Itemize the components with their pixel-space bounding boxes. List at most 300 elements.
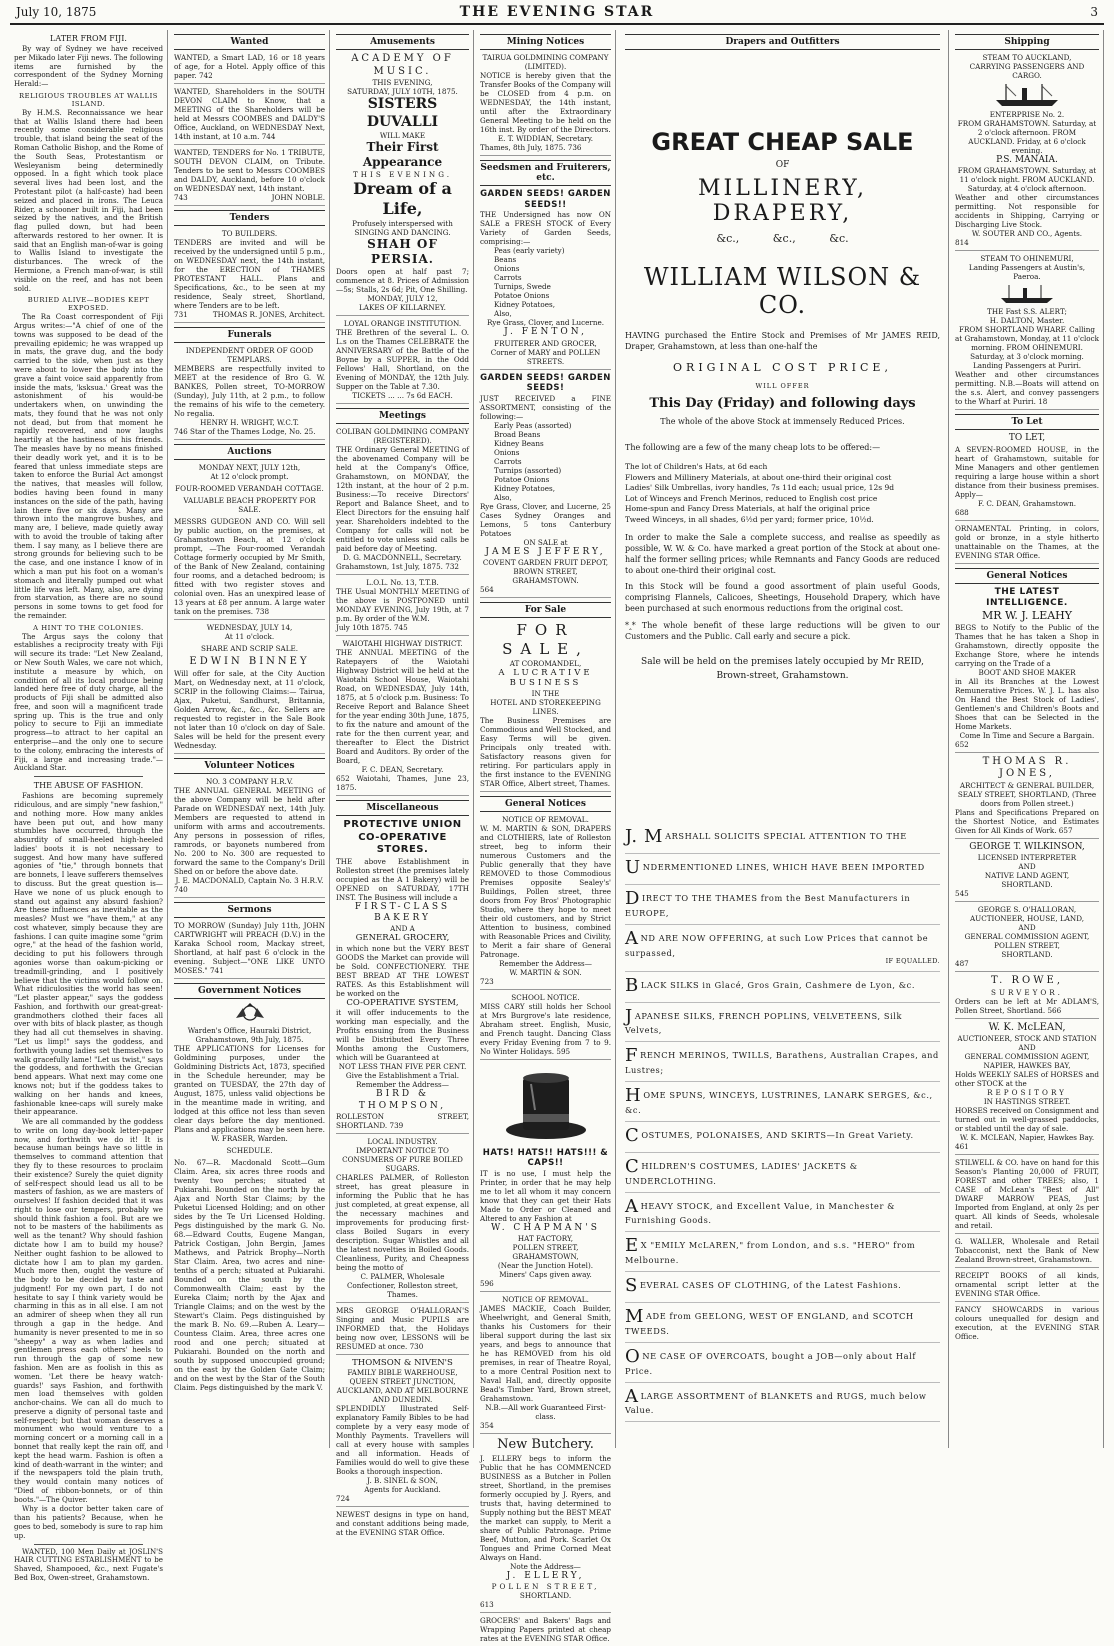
advert-text: THE Ordinary General MEETING of the abovenamed Company will be held at the Company's Office, Grahamstown, on MONDAY, the 12th instant, at the hour of 2 p.m. Business:—To receive Directors' Report and Balance Sheet, and to Elect Directors for the ensuing half year. Shareholders indebted to the Company for calls will not be entitled to vote unless said calls be paid before day of Meeting.	[336, 445, 469, 553]
advert-number: 564	[480, 585, 494, 594]
advert-heading: ACADEMY OF MUSIC.	[351, 53, 454, 77]
list-item: The lot of Children's Hats, at 6d each	[625, 462, 768, 472]
sale-location: Sale will be held on the premises lately occupied by Mr REID, Brown-street, Grahamstown.	[641, 657, 924, 681]
advert-heading: Their First Appearance	[362, 140, 443, 169]
marshall-line-suffix: IF EQUALLED.	[885, 956, 940, 965]
advert-heading: T. ROWE,	[990, 975, 1064, 986]
advert-heading: SINGING AND DANCING.	[354, 228, 451, 237]
advert-school-notice	[480, 993, 611, 1060]
marshall-line	[625, 1153, 940, 1193]
advert-signature: HENRY H. WRIGHT, W.C.T.	[200, 418, 299, 427]
advert-text: IT is no use, I must help the Printer, in order that he may help me to let all whom it may concern know that they can get their Hats Made to Order or Cleaned and Altered to any Fashion at	[480, 1169, 611, 1223]
advert-waiotahi	[336, 639, 469, 796]
advert-sermon	[174, 921, 325, 979]
advert-ohalloran	[955, 905, 1099, 972]
advert-protective-union	[336, 819, 469, 1134]
section-header-tenders: Tenders	[174, 210, 325, 226]
coat-of-arms-icon	[230, 1002, 270, 1024]
advert-heading: BOOT AND SHOE MAKER	[978, 667, 1076, 677]
advert-for-sale-business	[480, 621, 611, 792]
advert-heading: COVENT GARDEN FRUIT DEPOT,	[482, 558, 609, 567]
advert-heading: THE LATEST INTELLIGENCE.	[986, 586, 1068, 608]
issue-date: July 10, 1875	[16, 5, 97, 19]
newspaper-title: THE EVENING STAR	[459, 4, 655, 20]
advert-garden-seeds-jeffery	[480, 373, 611, 599]
marshall-line-text: APANESE SILKS, FRENCH POPLINS, VELVETEENS, Silk Velvets,	[625, 1010, 903, 1036]
advert-heading: NATIVE LAND AGENT,	[984, 871, 1070, 880]
advert-text: JAMES MACKIE, Coach Builder, Wheelwright, and General Smith, thanks his Customers for their liberal support during the last six years, and begs to announce that he has REMOVED from his old premises, in rear of Theatre Royal, to a more Central Position next to Naval Hall, and, directly opposite Bead's Timber Yard, Brown street, Grahamstown.	[480, 1304, 611, 1404]
advert-heading: LOCAL INDUSTRY.	[367, 1136, 438, 1146]
advert-heading: TO BUILDERS.	[221, 229, 278, 238]
advert-removal-mackie	[480, 1295, 611, 1434]
advert-text: Miners' Caps given away.	[499, 1270, 592, 1280]
advert-waller	[955, 1237, 1099, 1268]
marshall-line-text: IRECT TO THE THAMES from the Best Manufacturers in EUROPE,	[625, 892, 911, 918]
advert-heading: AND A	[390, 924, 415, 933]
advert-text: FANCY SHOWCARDS in various colours unequalled for design and execution, at the EVENING STAR Office.	[955, 1305, 1099, 1341]
advert-steam-auckland	[955, 53, 1099, 251]
marshall-line-text: NDERMENTIONED LINES, WHICH HAVE BEEN IMPORTED	[642, 862, 925, 873]
marshall-line-text: HILDREN'S COSTUMES, LADIES' JACKETS & UNDERCLOTHING.	[625, 1160, 858, 1186]
section-header-seedsmen: Seedsmen and Fruiterers, etc.	[480, 160, 611, 186]
advert-signature: W. K. MCLEAN, Napier, Hawkes Bay.	[959, 1133, 1095, 1142]
advert-heading: FOR SALE,	[502, 621, 589, 658]
advert-heading: AT COROMANDEL,	[509, 658, 582, 668]
advert-number: 741	[209, 965, 224, 975]
list-item: Kidney Potatoes,	[494, 483, 555, 493]
section-header-general-notices: General Notices	[480, 796, 611, 812]
millinery-heading: MILLINERY, DRAPERY,	[697, 176, 867, 226]
advert-text: it will offer inducements to the working man especially, and the Profits ensuing from the Business will be Distributed Every Three Months among the Customers, which will be Guaranteed at	[336, 1008, 469, 1063]
advert-heading: FAMILY BIBLE WAREHOUSE,	[347, 1368, 458, 1378]
advert-text: IN HASTINGS STREET.	[983, 1097, 1071, 1106]
advert-heading: WAIOTAHI HIGHWAY DISTRICT.	[342, 639, 463, 648]
advert-heading: TAIRUA GOLDMINING COMPANY (LIMITED).	[482, 53, 609, 71]
advert-heading: WILL MAKE	[379, 131, 426, 140]
advert-text: SHORTLAND.	[1001, 880, 1053, 889]
seed-list	[480, 246, 611, 318]
advert-text: AND	[1018, 923, 1036, 932]
marshall-line	[625, 1193, 940, 1233]
advert-wanted-shareholders	[174, 87, 325, 145]
advert-text: *‸* The whole benefit of these large reductions will be given to our Customers and the Public. Call early and secure a pick.	[625, 620, 940, 641]
advert-text: BROWN STREET, GRAHAMSTOWN.	[512, 567, 579, 585]
page-number: 3	[1090, 5, 1098, 19]
advert-text: H. DALTON, Master.	[989, 316, 1065, 326]
advert-heading: J. FENTON,	[504, 327, 587, 338]
advert-text: Grahamstown, 1st July, 1875.	[336, 562, 443, 571]
advert-number: 738	[255, 607, 270, 616]
original-cost-heading: ORIGINAL COST PRICE,	[673, 360, 892, 374]
advert-text: Plans and Specifications Prepared on the Shortest Notice, and Estimates Given for All Kinds of Work.	[955, 807, 1099, 835]
list-item: Ladies' Silk Umbrellas, ivory handles, 7s 11d each; usual price, 12s 9d	[625, 483, 895, 493]
advert-heading: VALUABLE BEACH PROPERTY FOR SALE.	[183, 496, 316, 514]
advert-text: Weather and other circumstances permitting.	[955, 193, 1099, 212]
advert-text: NOTICE is hereby given that the Transfer Books of the Company will be CLOSED from 4 p.m. on WEDNESDAY, the 14th instant, until after the Extraordinary General Meeting to be held on the 16th inst. By order of the Directors.	[480, 71, 611, 134]
list-item: Potatoe Onions	[494, 291, 550, 301]
advert-text: ROLLESTON STREET, SHORTLAND.	[336, 1111, 469, 1130]
marshall-line	[625, 1343, 940, 1383]
advert-heading: SCHOOL NOTICE.	[511, 992, 580, 1002]
advert-heading: At 12 o'clock prompt.	[210, 472, 289, 481]
advert-heading: GEORGE T. WILKINSON,	[969, 841, 1085, 852]
advert-signature: THOMAS R. JONES, Architect.	[212, 310, 325, 319]
marshall-line	[625, 1003, 940, 1043]
section-header-auctions: Auctions	[174, 444, 325, 460]
advert-text: G. WALLER, Wholesale and Retail Tobacconist, next the Bank of New Zealand Brown-street, Grahamstown.	[955, 1237, 1099, 1264]
advert-text: Thames, 8th July, 1875.	[480, 143, 566, 152]
list-item: Lot of Winceys and French Merinos, reduced to English cost price	[625, 493, 878, 503]
advert-number: 744	[261, 132, 276, 141]
advert-heading: ENTERPRISE No. 2.	[989, 110, 1065, 119]
advert-text: MESSRS GUDGEON AND CO. Will sell by public auction, on the premises, at Grahamstown Beach, at 12 o'clock prompt, —The Four-roomed Verandah Cottage formerly occupied by Mr Smith, of the Bank of New Zealand, containing four rooms, and a detached bedroom; is fitted with two register stoves and colonial oven. Has an unexpired lease of 13 years at £8 per annum. A large water tank on the premises.	[174, 517, 325, 616]
advert-text: CARRYING PASSENGERS AND CARGO.	[969, 62, 1085, 80]
advert-heading: NOT LESS THAN FIVE PER CENT.	[338, 1062, 467, 1072]
section-header-government: Government Notices	[174, 983, 325, 999]
advert-text: Will offer for sale, at the City Auction Mart, on Wednesday next, at 11 o'clock, SCRIP in the following Claims:— Tairua, Ajax, Puketui, Sandhurst, Britannia, Golden Arrow, &c., &c., &c. Sellers are requested to register in the Sale Book not later than 10 o'clock on day of Sale. Sales will be held for the present every Wednesday.	[174, 668, 325, 750]
advert-garden-seeds-fenton	[480, 189, 611, 370]
steamship-icon	[992, 82, 1062, 108]
advert-heading: AUCTIONEER, STOCK AND STATION AND	[957, 1034, 1097, 1052]
advert-text: TENDERS are invited and will be received by the undersigned until 5 p.m., on WEDNESDAY next, the 14th instant, for the ERECTION of THAMES PROTESTANT HALL. Plans and Specifications, &c., to be seen at my residence, Sealy street, Shortland, where Tenders are to be left.	[174, 238, 325, 310]
marshall-line	[625, 823, 940, 854]
seed-list	[480, 421, 611, 502]
advert-heading: HATS! HATS!! HATS!!! & CAPS!!	[482, 1147, 609, 1169]
advert-text: No. 67—R. Macdonald Scott—Gum Claim. Area, six acres three roods and twenty two perches; situated at Pukiarahi. Bounded on the north by the Ajax and North Star Claims; by the Puketui Licensed Holding; and on other sides by the Te Uri Licensed Holding. Pegs distinguished by the mark G. No. 68.—Edward Coutts, Eugene Mangan, Patrick Costigan, John Bergin, James Mathews, and Patrick Brophy—North Star Claim. Area, two acres and nine-tenths of a perch; situated at Pukiarahi. Bounded on the south by the Commonwealth Claim; east by the Eureka Claim; north by the Ajax and Triangle Claims; and on the west by the Stewart's Claim. Pegs distinguished by the mark B. No. 69.—Ruben A. Leary—Countess Claim. Area, three acres one rood and one perch; situated at Pukiarahi. Bounded on the north and south by supposed unoccupied ground; on the east by the Golden Gate Claim; and on the west by the Star of the South Claim. Pegs distinguished by the mark V.	[174, 1157, 325, 1392]
advert-family-bible	[336, 1358, 469, 1508]
advert-number: 596	[480, 1279, 494, 1289]
advert-text: &c., &c., &c.	[716, 232, 849, 245]
advert-text: MRS GEORGE O'HALLORAN'S Singing and Music PUPILS are INFORMED that, the Holidays being now over, LESSONS will be RESUMED at once.	[336, 1305, 469, 1351]
advert-heading: GENERAL COMMISSION AGENT,	[964, 932, 1090, 941]
marshall-line-text: ARSHALL SOLICITS SPECIAL ATTENTION TO THE	[665, 831, 907, 842]
advert-heading: P.S. MANAIA.	[996, 155, 1058, 165]
advert-text: July 10th 1875.	[336, 623, 392, 632]
advert-text: QUEEN STREET JUNCTION, AUCKLAND, AND AT MELBOURNE AND DUNEDIN.	[336, 1377, 469, 1405]
advert-text: THE ANNUAL GENERAL MEETING of the above Company will be held after Parade on WEDNESDAY next, 14th July. Members are requested to attend in uniform with arms and accoutrements. Any persons in possession of rifles, ramrods, or bayonets numbered from No. 200 to No. 300 are requested to forward the same to the Company's Drill Shed on or before the above date.	[174, 785, 325, 876]
advert-text: SPLENDIDLY Illustrated Self-explanatory Family Bibles to be had complete by a very easy mode of Monthly Payments. Travellers will call at every house with samples and all information. Heads of Families would do well to give these Books a thorough inspection.	[336, 1404, 469, 1477]
divider	[34, 776, 143, 777]
marshall-line-text: HEAVY STOCK, and Excellent Value, in Manchester & Furnishing Goods.	[625, 1200, 896, 1226]
advert-heading: COLIBAN GOLDMINING COMPANY (REGISTERED).	[336, 427, 470, 445]
advert-heading: PROTECTIVE UNION CO-OPERATIVE STORES.	[343, 819, 462, 855]
advert-text: NEWEST designs in type on hand, and constant additions being made, at the EVENING STAR Office.	[336, 1510, 469, 1538]
advert-government-notice	[174, 1002, 325, 1395]
advert-heading: SISTERS DUVALLI	[366, 96, 439, 130]
advert-heading: SATURDAY, JULY 10TH, 1875.	[347, 87, 458, 96]
advert-heading: FOUR-ROOMED VERANDAH COTTAGE.	[175, 484, 324, 493]
advert-text: POLLEN STREET, GRAHAMSTOWN,	[512, 1243, 579, 1262]
advert-text: FROM SHORTLAND WHARF. Calling at Grahamstown, Monday, at 11 o'clock morning. FROM OHINEMURI. Saturday, at 3 o'clock morning. Landing Passengers at Puriri.	[955, 325, 1100, 371]
advert-heading: HOTEL AND STOREKEEPING LINES.	[490, 697, 601, 716]
marshall-line	[625, 1042, 940, 1082]
advert-number: 746	[174, 427, 188, 436]
advert-text: RECEIPT BOOKS of all kinds, ornamental script letter at the EVENING STAR Office.	[955, 1271, 1099, 1298]
section-header-wanted: Wanted	[174, 34, 325, 50]
advert-fancy-showcards	[955, 1305, 1099, 1344]
article-paragraph: Why is a doctor better taken care of than his patients? Because, when he goes to bed, somebody is sure to rap him up.	[14, 1504, 163, 1540]
list-item: Broad Beans	[494, 429, 541, 439]
advert-tairua-mining	[480, 53, 611, 156]
advert-text: Rye Grass, Clover, and Lucerne.	[486, 318, 605, 328]
article-paragraph: By way of Sydney we have received per Mikado later Fiji news. The following items are furnished by the correspondent of the Sydney Morning Herald:—	[14, 44, 163, 89]
advert-coliban-meeting	[336, 427, 469, 575]
advert-text: THE ANNUAL MEETING of the Ratepayers of the Waiotahi Highway District will be held at the Waiotahi School House, Waiotahi Road, on WEDNESDAY, July 14th, 1875, at 5 o'clock p.m. Business: To Receive Report and Balance Sheet for the year ending 30th June, 1875, to fix the nature and amount of the rate for the then current year, and thereafter to Elect the District Board and Auditors. By order of the Board,	[336, 648, 469, 765]
marshall-line	[625, 1383, 940, 1423]
advert-text: WANTED, a Smart LAD, 16 or 18 years of age, for a Hotel. Apply office of this paper.	[174, 53, 325, 80]
advert-number: 724	[336, 1494, 350, 1504]
list-item: Tweed Winceys, in all shades, 6½d per yard; former price, 10½d.	[625, 514, 874, 524]
advert-heading: W. CHAPMAN'S	[491, 1223, 600, 1233]
advert-heading: MONDAY NEXT, JULY 12th,	[198, 463, 301, 472]
advert-number: 657	[1058, 825, 1073, 835]
list-item: Flowers and Millinery Materials, at about one-third their original cost	[625, 472, 892, 482]
advert-heading: Warden's Office, Hauraki District, Grahamstown, 9th July, 1875.	[187, 1025, 312, 1044]
marshall-advert	[625, 823, 940, 1422]
advert-text: POLLEN STREET,	[994, 941, 1060, 950]
advert-steam-ohinemuri	[955, 254, 1099, 410]
advert-volunteer-meeting	[174, 777, 325, 898]
list-item: Turnips (assorted)	[494, 465, 562, 475]
drop-capital: A	[625, 1195, 639, 1217]
advert-number: 354	[480, 1421, 494, 1431]
drop-capital: U	[625, 857, 641, 879]
top-hat-illustration-icon	[501, 1064, 591, 1144]
advert-signature: C. PALMER, Wholesale Confectioner, Rolleston street, Thames.	[346, 1271, 459, 1299]
marshall-line	[625, 972, 940, 1003]
advert-text: THE Brethren of the several L. O. L.s on the Thames CELEBRATE the ANNIVERSARY of the Battle of the Boyne by a SUPPER, in the Odd Fellows' Hall, Shortland, on the Evening of MONDAY, the 12th July. Supper on the Table at 7.30.	[336, 328, 469, 391]
advert-text: WILL OFFER	[755, 381, 810, 390]
advert-number: 461	[955, 1142, 969, 1151]
advert-heading: THIS EVENING.	[353, 170, 452, 179]
list-item: Onions	[494, 447, 520, 457]
advert-heading: BIRD & THOMPSON,	[358, 1089, 447, 1111]
drop-capital: C	[625, 1155, 640, 1177]
advert-text: NAPIER, HAWKES BAY,	[983, 1061, 1071, 1070]
list-item: Also,	[494, 492, 512, 502]
list-item: Peas (early variety)	[494, 246, 565, 256]
advert-to-let	[955, 433, 1099, 520]
masthead	[10, 3, 1104, 25]
advert-heading: TICKETS ... ... 7s 6d EACH.	[352, 391, 453, 400]
advert-heading: L.O.L. No. 13, T.T.B.	[366, 578, 439, 587]
advert-heading: REPOSITORY	[987, 1088, 1067, 1097]
column-news	[10, 30, 168, 1582]
advert-text: THE APPLICATIONS for Licenses for Goldmining purposes, under the Goldmining Districts Act, 1873, specified in the Schedule hereunder, may be granted on TUESDAY, the 27th day of August, 1875, unless valid objections be in the meantime made in writing, and lodged at this office not less than seven clear days before the day mentioned. Plans and applications may be seen here.	[174, 1043, 325, 1134]
advert-heading: GENERAL GROCERY,	[355, 933, 450, 943]
advert-heading: THOMAS R. JONES,	[982, 755, 1072, 780]
advert-text: Weather and other circumstances permitting. N.B.—Boats will attend on the s.s. Alert, and convey passengers to the Wharf at Puriri.	[955, 370, 1099, 407]
marshall-line	[625, 885, 940, 925]
advert-text: TO MORROW (Sunday) July 11th, JOHN CARTWRIGHT will PREACH (D.V.) in the Karaka School room, Mackay street, Shortland, at half past 6 o'clock in the evening. Subject—"ONE LIKE UNTO MOSES."	[174, 920, 325, 975]
list-item: Kidney Potatoes,	[494, 300, 555, 310]
advert-removal-martin	[480, 815, 611, 990]
advert-text: FROM GRAHAMSTOWN. Saturday, at 11 o'clock night. FROM AUCKLAND. Saturday, at 4 o'clock afternoon.	[957, 166, 1097, 194]
drop-capital: D	[625, 887, 641, 909]
list-item: Early Peas (assorted)	[494, 420, 572, 430]
marshall-line-text: ADE from GEELONG, WEST OF ENGLAND, and SCOTCH TWEEDS.	[625, 1310, 914, 1336]
advert-auction-cottage	[174, 463, 325, 620]
section-header-volunteer: Volunteer Notices	[174, 758, 325, 774]
advert-heading: J. B. SINEL & SON,	[367, 1476, 438, 1486]
drop-capital: A	[625, 927, 639, 949]
great-cheap-sale-heading: GREAT CHEAP SALE	[651, 128, 914, 156]
advert-text: In order to make the Sale a complete success, and realise as speedily as possible, W. W. & Co. have marked a great portion of the Stock at about one-half the former selling prices; while Remnants and Fancy Goods are reduced to about one-third their original cost.	[625, 533, 940, 575]
advert-heading: SCHEDULE.	[226, 1145, 273, 1155]
article-paragraph: We are all commanded by the goddess to write on long day-book letter-paper now, and forthwith we do it! It is because human beings have so little in themselves to command attention that they fly to these resources to proclaim their existence? Surely the quiet dignity of self-respect should lead us all to be masters of fashion, as we are masters of ourselves! If fashion decided that it was right to lose our tempers, probably we should think fashion a fool. But are we not to be masters of the habiliments as well as the tenant? Why should fashion dictate how I am to build my house? Neither ought fashion to be allowed to dictate how I am to plan my garden. Much more then, ought the vesture of the body to be decided by taste and judgment! For my own part, I do not hesitate to say I think variety would be charming in this as in all else. I am not an admirer of sheep when they all run through a gap in the hedge. And humanity is never presented to me in so "sheepy" a way as when ladies and gentlemen press each others' heels to run through the gap of some new fashion. Men are as foolish in this as women. 'Let there be heavy watch-guards!' says Fashion, and forthwith men load themselves with golden anchor-chains. We can all do much to preserve a dignity of personal taste and self-respect; but that woman deserves a monument who would venture to a morning concert or a morning call in a bonnet that really kept the rain off, and kept the head warm. Fashion is often a kind of death-warrant in the winter; and if the newspapers told the plain truth, they would contain many notices of "Died of ribbon-bonnets, or of thin boots."—The Quiver.	[14, 1117, 163, 1504]
advert-number: 652	[955, 739, 969, 749]
advert-number: 613	[480, 1599, 494, 1609]
drop-capital: F	[625, 1045, 639, 1067]
advert-signature: W. SOUTER AND CO., Agents.	[971, 229, 1083, 239]
section-header-miscellaneous: Miscellaneous	[336, 800, 469, 816]
article-paragraph: By H.M.S. Reconnaissance we hear that at Wallis Island there had been recently some considerable religious trouble, that island being the seat of the Roman Catholic Bishop, and the Rome of the South Seas, Protestantism or Wesleyanism being determinedly opposed. In a fight which took place several lives had been lost, and the Protestant pilot (a half-caste) had been seized and placed in irons. The Leuca Rider, a schooner built in Fiji, had been seized by the natives, and the British flag pulled down, but had been afterwards restored to her owner. It is said that an English man-of-war is going to Wallis Island to investigate the disturbances. The wreck of the Hermione, a French man-of-war, is still visible on the reef, and has not been sold.	[14, 107, 163, 293]
advert-number: 723	[480, 976, 494, 986]
list-item: Kidney Beans	[494, 438, 544, 448]
advert-heading: NOTICE OF REMOVAL.	[502, 814, 589, 824]
advert-wilkinson	[955, 842, 1099, 902]
advert-heading: THE Fast S.S. ALERT;	[987, 307, 1067, 317]
advert-newest-designs	[336, 1510, 469, 1540]
advert-text: JUST RECEIVED a FINE ASSORTMENT, consisting of the following:—	[480, 393, 611, 421]
advert-text: Landing Passengers at Austin's, Paeroa.	[968, 263, 1086, 282]
marshall-line-text: OSTUMES, POLONAISES, AND SKIRTS—In Great Variety.	[641, 1129, 914, 1140]
advert-heading: New Butchery.	[497, 1437, 594, 1453]
list-item: Home-spun and Fancy Dress Materials, at half the original price	[625, 504, 870, 514]
advert-heading: SURVEYOR.	[991, 987, 1063, 997]
advert-number: 743	[174, 193, 188, 202]
advert-heading: A LUCRATIVE BUSINESS	[498, 667, 593, 689]
advert-text: Corner of MARY and POLLEN STREETS.	[490, 347, 601, 366]
advert-academy-of-music	[336, 53, 469, 316]
advert-heading: ARCHITECT & GENERAL BUILDER,	[959, 780, 1095, 790]
advert-heading: J. ELLERY,	[506, 1570, 585, 1581]
advert-lol-meeting	[336, 578, 469, 636]
advert-heading: GEORGE S. O'HALLORAN,	[977, 905, 1077, 914]
advert-number: 545	[955, 889, 969, 898]
advert-heading: GARDEN SEEDS! GARDEN SEEDS!	[480, 372, 611, 394]
advert-funeral-notice	[174, 346, 325, 440]
advert-text: CHARLES PALMER, of Rolleston street, has great pleasure in informing the Public that he has just completed, at great expense, all the necessary machines and improvements for producing first-class Boiled Sugars in every description. Sugar Whistles and all the latest novelties in Boiled Goods. Cleanliness, Purity, and Cheapness being the motto of	[336, 1172, 469, 1272]
advert-auction-scrip	[174, 623, 325, 754]
advert-text: HORSES received on Consignment and turned out in well-grassed paddocks, or stabled until the day of sale.	[955, 1106, 1099, 1133]
article-subhead: RELIGIOUS TROUBLES AT WALLIS ISLAND.	[19, 91, 158, 108]
advert-heading: STEAM TO AUCKLAND,	[982, 53, 1072, 62]
advert-signature: W. FRASER, Warden.	[211, 1133, 288, 1143]
list-item: Carrots	[494, 273, 522, 283]
advert-ornamental-printing	[955, 524, 1099, 564]
column-shipping	[951, 30, 1104, 1448]
advert-text: W. M. MARTIN & SON, DRAPERS and CLOTHIERS, late of Rolleston street, beg to inform their numerous Customers and the Public generally that they have REMOVED to those Commodious Premises opposite Sealey's' Buildings, Pollen street, three doors from Foy Bros' Photographic Studio, where they hope to meet their old customers, and by Strict Attention to business, combined with Reasonable Prices and Civility, to Merit a fair share of General Patronage.	[480, 823, 611, 959]
advert-text: in All its Branches at the Lowest Remunerative Prices. W. J. L. has also On Hand the Best Stock of Ladies', Gentlemen's and Children's Boots and Shoes that can be Selected in the Home Markets.	[955, 676, 1099, 731]
advert-heading: LAKES OF KILLARNEY.	[359, 303, 446, 312]
advert-heading: IMPORTANT NOTICE TO CONSUMERS OF PURE BOILED SUGARS.	[342, 1145, 463, 1173]
drop-capital: O	[625, 1345, 641, 1367]
marshall-line-text: NE CASE OF OVERCOATS, bought a JOB—only about Half Price.	[625, 1350, 916, 1376]
marshall-line	[625, 1232, 940, 1272]
article-paragraph: The Ra Coast correspondent of Fiji Argus writes:—"A chief of one of the towns was supposed to be dead of the prevailing epidemic; he was wrapped up in mats, the grave dug, and the body carried to the side, when just as they were about to lower the body into the grave a faint voice said apparently from inside the mats, 'ksksua.' Great was the astonishment of his would-be undertakers when, on unwinding the mats, they found that he was not only not dead, but from that moment he rapidly recovered, and now laughs heartily at the hastiness of his friends. The measles have by no means finished their deadly work yet, and it is to be feared that unless immediate steps are taken to enforce the Burial Act amongst the natives, that measles will follow, bodies having been found in many instances on the side of the path, having lain there five or six days. Many are thrown into the mangrove bushes, and many are, I believe, made quietly away with to avoid the trouble of taking after them. I say many, as I believe there are strong grounds for believing such to be the case, and one instance I know of in which a man put his foot on a woman's stomach and literally pumped out what little life was left. Many, also, are dying from starvation, as there are no sound persons in some towns to get food for the remainder.	[14, 312, 163, 620]
this-day-heading: This Day (Friday) and following days	[649, 395, 916, 411]
section-header-sermons: Sermons	[174, 902, 325, 918]
column-wanted	[170, 30, 330, 1448]
drop-capital: M	[625, 1305, 645, 1327]
advert-heading: Dream of a Life,	[353, 179, 452, 218]
advert-heading: TO LET,	[1008, 433, 1046, 444]
advert-text: Give the Establishment a Trial.	[345, 1071, 460, 1081]
marshall-line	[625, 854, 940, 885]
advert-wanted-lad	[174, 53, 325, 84]
advert-number: 814	[955, 238, 969, 248]
advert-text: The Business Premises are Commodious and Well Stocked, and Easy Terms will be given. Principals only treated with. Satisfactory reasons given for retiring. For particulars apply in the first instance to the EVENING STAR Office, Albert street, Thames.	[480, 715, 611, 788]
advert-heading: MR W. J. LEAHY	[981, 609, 1073, 622]
advert-text: Rye Grass, Clover, and Lucerne, 25 Cases Sydney Oranges and Lemons, 5 tons Canterbury Potatoes	[480, 501, 611, 538]
list-item: Carrots	[494, 456, 522, 466]
advert-heading: MONDAY, JULY 12,	[367, 294, 438, 303]
advert-text: J. ELLERY begs to inform the Public that he has COMMENCED BUSINESS as a Butcher in Pollen street, Shortland, in the premises formerly occupied by J. Ryers, and trusts that, having determined to Supply nothing but the BEST MEAT the market can supply, to Merit a share of Public Patronage. Prime Beef, Mutton, and Pork. Scarlet Ox Tongues and Prime Corned Meat Always on Hand.	[480, 1453, 611, 1562]
advert-number: 730	[409, 1341, 424, 1351]
advert-heading: LOYAL ORANGE INSTITUTION.	[343, 319, 462, 328]
advert-text: HAVING purchased the Entire Stock and Premises of Mr JAMES REID, Draper, Grahamstown, at less than one-half the	[625, 331, 940, 351]
advert-text: The whole of the above Stock at immensely Reduced Prices.	[660, 416, 905, 426]
advert-heading: FIRST-CLASS BAKERY	[354, 901, 451, 923]
william-wilson-heading: WILLIAM WILSON & CO.	[643, 263, 922, 319]
drop-capital: H	[625, 1085, 642, 1107]
advert-text: AND	[1018, 862, 1036, 871]
section-header-meetings: Meetings	[336, 408, 469, 424]
drop-capital: B	[625, 974, 639, 996]
advert-number: 739	[389, 1120, 404, 1130]
advert-music-lessons	[336, 1306, 469, 1355]
section-header-drapers: Drapers and Outfitters	[625, 34, 940, 50]
advert-text: MISS CARY still holds her School at Mrs Burgrove's late residence, Abraham street. English, Music, and French taught. Dancing Class every Friday Evening from 7 to 9. No Winter Holidays.	[480, 1001, 611, 1056]
advert-text: Waiotahi, Thames, June 23, 1875.	[336, 774, 469, 792]
advert-text: SEALY STREET, SHORTLAND, (Three doors from Pollen street.)	[957, 789, 1097, 808]
advert-number: 688	[955, 507, 969, 517]
advert-signature: D. G. MACDONNELL, Secretary.	[343, 553, 462, 562]
list-item: Also,	[494, 309, 512, 319]
advert-text: Note the Address—	[510, 1561, 581, 1571]
marshall-line	[625, 1122, 940, 1153]
advert-text: SHORTLAND.	[1001, 950, 1053, 959]
advert-heading: SHARE AND SCRIP SALE.	[200, 644, 299, 653]
advert-hats	[480, 1064, 611, 1293]
advert-tenders-builders	[174, 229, 325, 323]
advert-signature: JOHN NOBLE.	[271, 193, 325, 202]
advert-heading: THIS EVENING,	[372, 78, 433, 87]
advert-heading: W. MARTIN & SON.	[509, 967, 582, 977]
advert-number: 18	[1038, 397, 1048, 407]
advert-text: in which none but the VERY BEST GOODS the Market can provide will be Sold. CONFECTIONERY. THE BEST BREAD AT THE LOWEST RATES. As this Establishment will be worked on the	[336, 943, 469, 998]
article-title-fashion: THE ABUSE OF FASHION.	[33, 781, 144, 791]
advert-text: N.B.—All work Guaranteed First-class.	[485, 1403, 606, 1422]
advert-text: THE Usual MONTHLY MEETING of the above is POSTPONED until MONDAY EVENING, July 19th, at 7 p.m. By order of the W.M.	[336, 587, 469, 623]
advert-heading: GENERAL COMMISSION AGENT,	[964, 1052, 1090, 1061]
advert-heading: EDWIN BINNEY	[189, 656, 310, 667]
advert-thomas-jones	[955, 756, 1099, 839]
advert-text: STILWELL & CO. have on hand for this Season's Planting 20,000 of FRUIT, FOREST and other TREES; also, 1 CASE of McLean's "Best of All" DWARF MARROW PEAS, Just Imported from England, at only 2s per quart. All kinds of Seeds, wholesale and retail.	[955, 1158, 1099, 1230]
column-drapers	[617, 30, 949, 1448]
marshall-line	[625, 1272, 940, 1303]
marshall-line	[625, 925, 940, 972]
advert-number: 652	[336, 774, 350, 783]
advert-leahy	[955, 587, 1099, 753]
advert-heading: JAMES JEFFERY,	[485, 546, 606, 557]
advert-heading: Profusely interspersed with	[352, 219, 453, 228]
advert-text: THE above Establishment in Rolleston street (the premises lately occupied as the A 1 Bakery) will be OPENED on SATURDAY, 17TH INST. The Business will include a	[336, 856, 469, 902]
advert-text: GROCERS' and Bakers' Bags and Wrapping Papers printed at cheap rates at the EVENING STAR Office.	[480, 1615, 611, 1643]
advert-wanted-tenders	[174, 148, 325, 206]
advert-text: Remember the Address—	[356, 1080, 449, 1090]
